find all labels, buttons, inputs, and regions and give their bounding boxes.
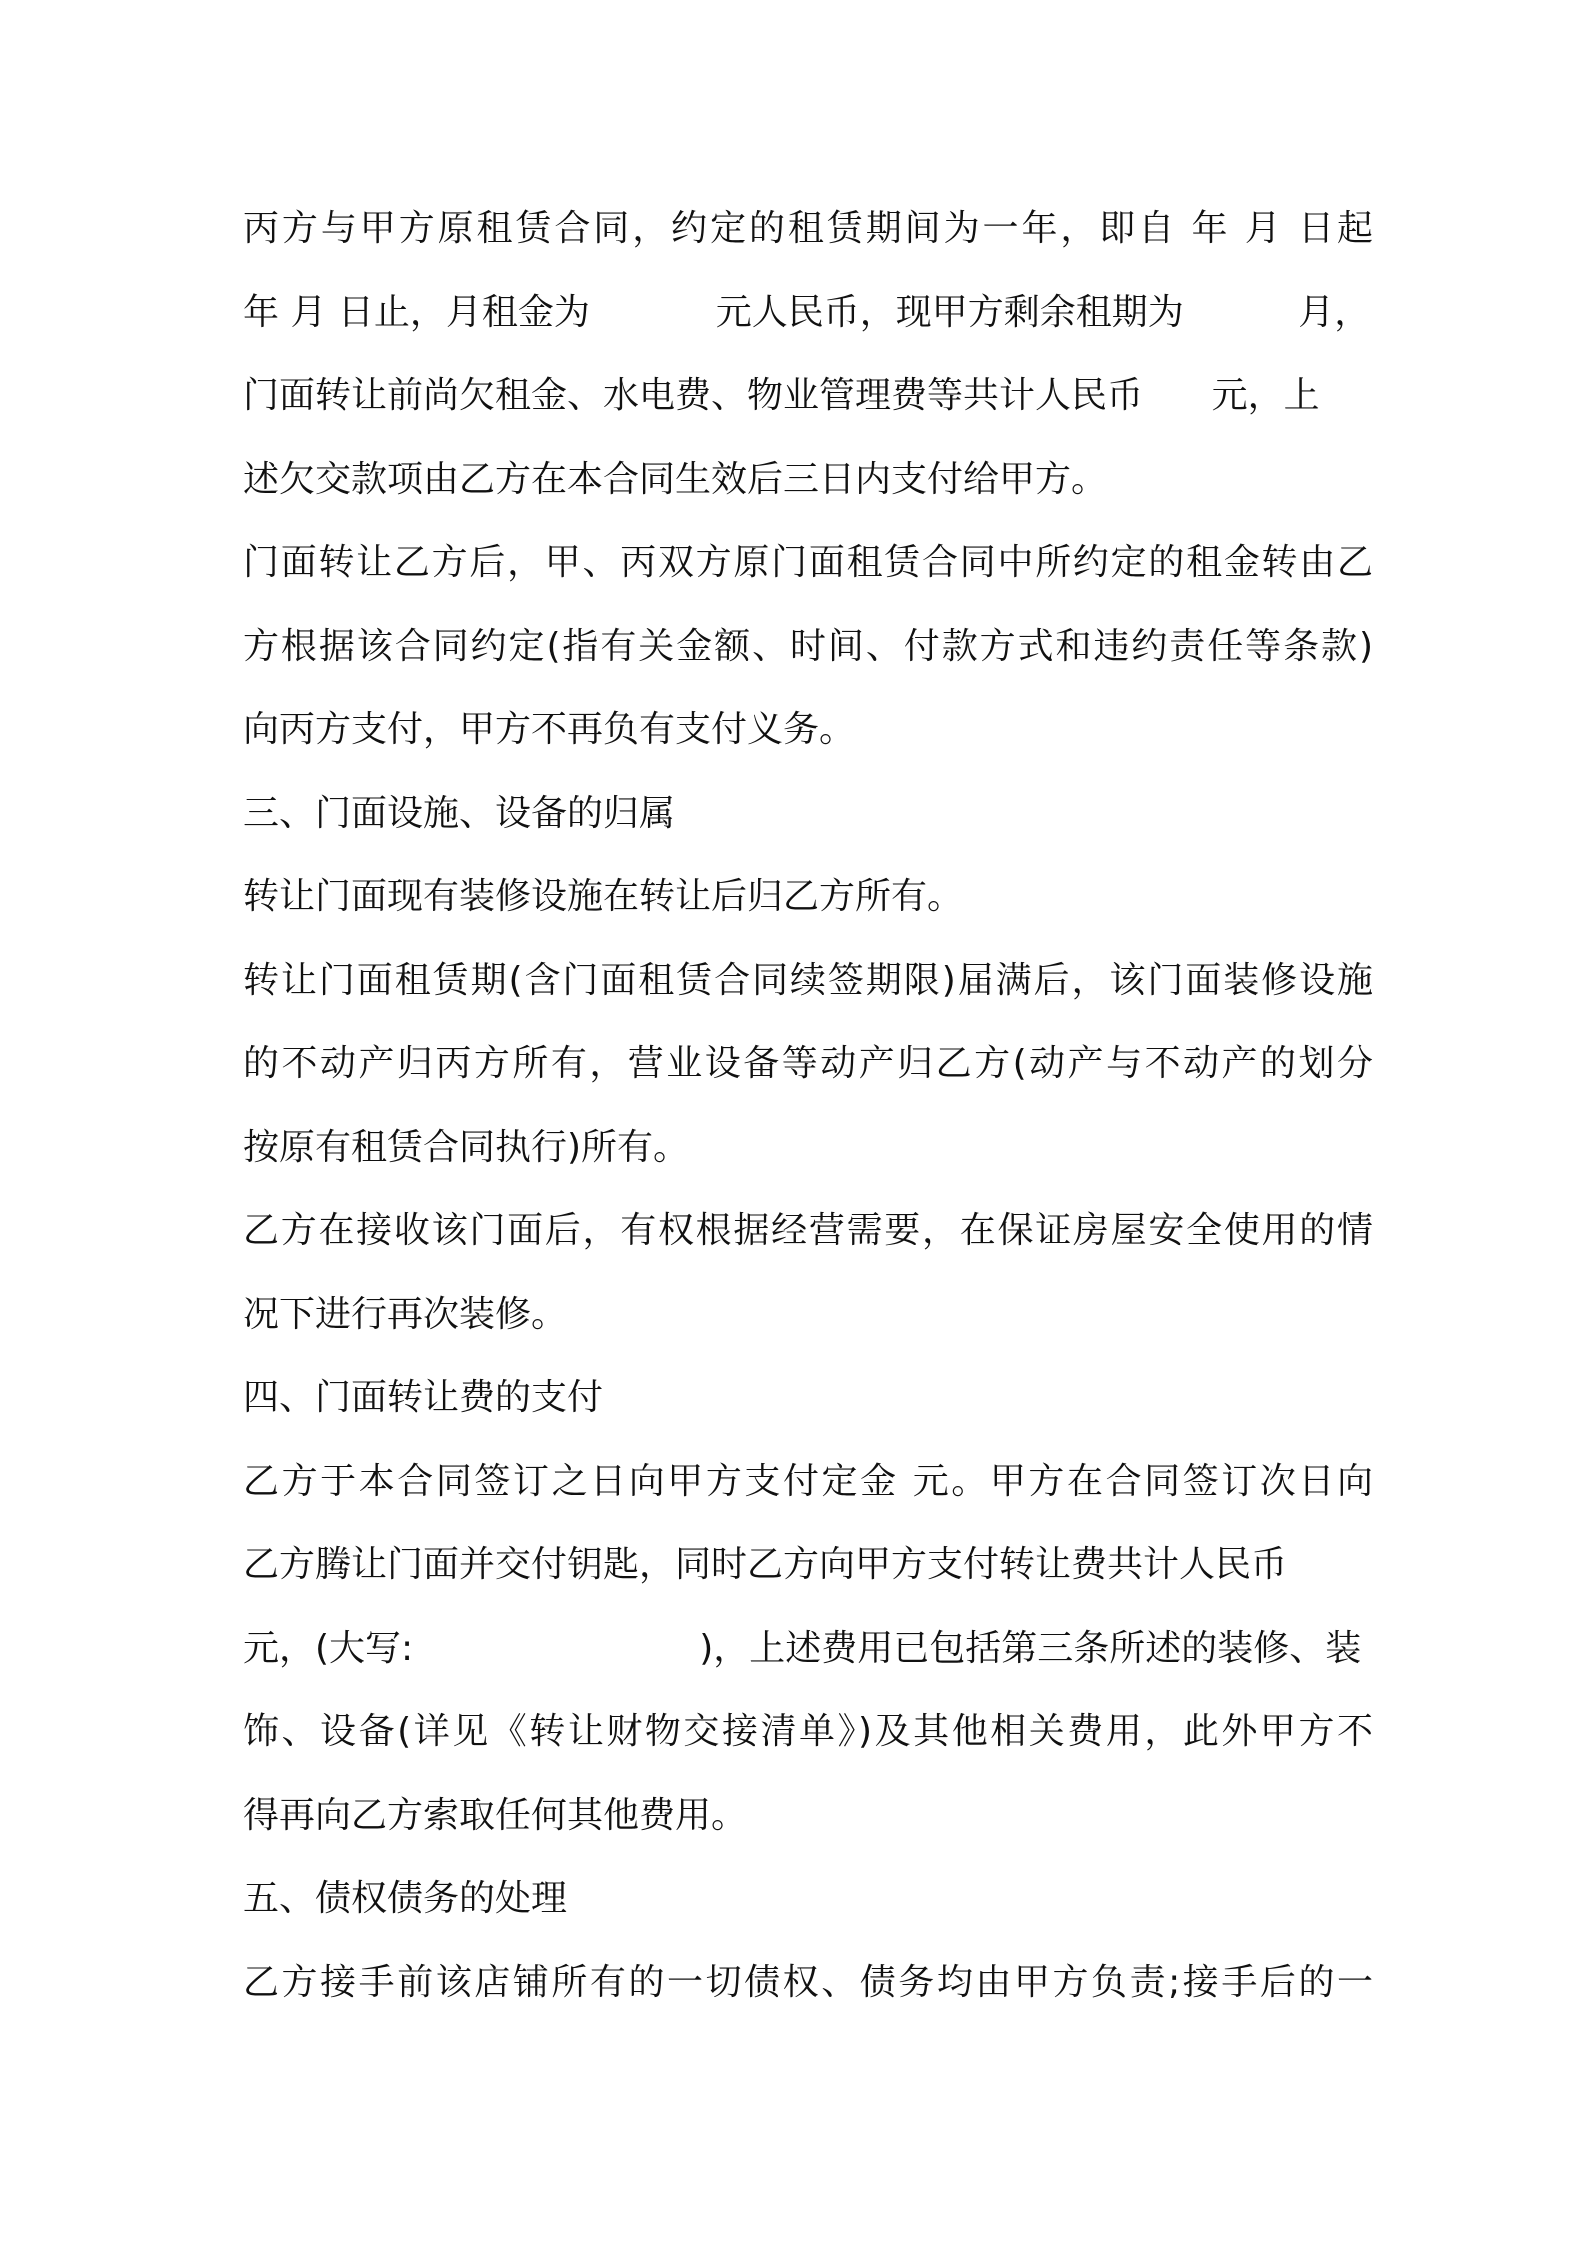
section-heading: 三、门面设施、设备的归属: [243, 792, 676, 834]
text-line: 乙方在接收该门面后，有权根据经营需要，在保证房屋安全使用的情: [243, 1210, 1373, 1251]
section-heading: 五、债权债务的处理: [243, 1878, 568, 1919]
text-line: 丙方与甲方原租赁合同，约定的租赁期间为一年，即自 年 月 日起: [243, 208, 1373, 249]
text-line: 年 月 日止，月租金为 元人民币，现甲方剩余租期为 月，: [243, 291, 1371, 333]
text-line: 按原有租赁合同执行)所有。: [243, 1126, 690, 1168]
text-line: 转让门面租赁期(含门面租赁合同续签期限)届满后，该门面装修设施: [243, 959, 1373, 1001]
text-line: 转让门面现有装修设施在转让后归乙方所有。: [243, 876, 964, 917]
text-line: 门面转让乙方后，甲、丙双方原门面租赁合同中所约定的租金转由乙: [243, 542, 1373, 583]
text-line: 门面转让前尚欠租金、水电费、物业管理费等共计人民币 元，上: [243, 375, 1320, 416]
text-line: 述欠交款项由乙方在本合同生效后三日内支付给甲方。: [243, 458, 1108, 500]
text-line: 的不动产归丙方所有，营业设备等动产归乙方(动产与不动产的划分: [243, 1043, 1373, 1084]
text-line: 乙方接手前该店铺所有的一切债权、债务均由甲方负责;接手后的一: [243, 1961, 1373, 2003]
text-line: 元，(大写: )，上述费用已包括第三条所述的装修、装: [243, 1627, 1362, 1669]
text-line: 向丙方支付，甲方不再负有支付义务。: [243, 709, 856, 750]
text-line: 乙方腾让门面并交付钥匙，同时乙方向甲方支付转让费共计人民币: [243, 1544, 1288, 1585]
text-line: 乙方于本合同签订之日向甲方支付定金 元。甲方在合同签订次日向: [243, 1460, 1373, 1502]
contract-body-text: [243, 205, 1373, 2042]
text-line: 饰、设备(详见《转让财物交接清单》)及其他相关费用，此外甲方不: [243, 1711, 1373, 1752]
text-line: 得再向乙方索取任何其他费用。: [243, 1794, 748, 1836]
text-line: 方根据该合同约定(指有关金额、时间、付款方式和违约责任等条款): [243, 625, 1373, 667]
text-line: 况下进行再次装修。: [243, 1293, 568, 1335]
section-heading: 四、门面转让费的支付: [243, 1377, 604, 1418]
